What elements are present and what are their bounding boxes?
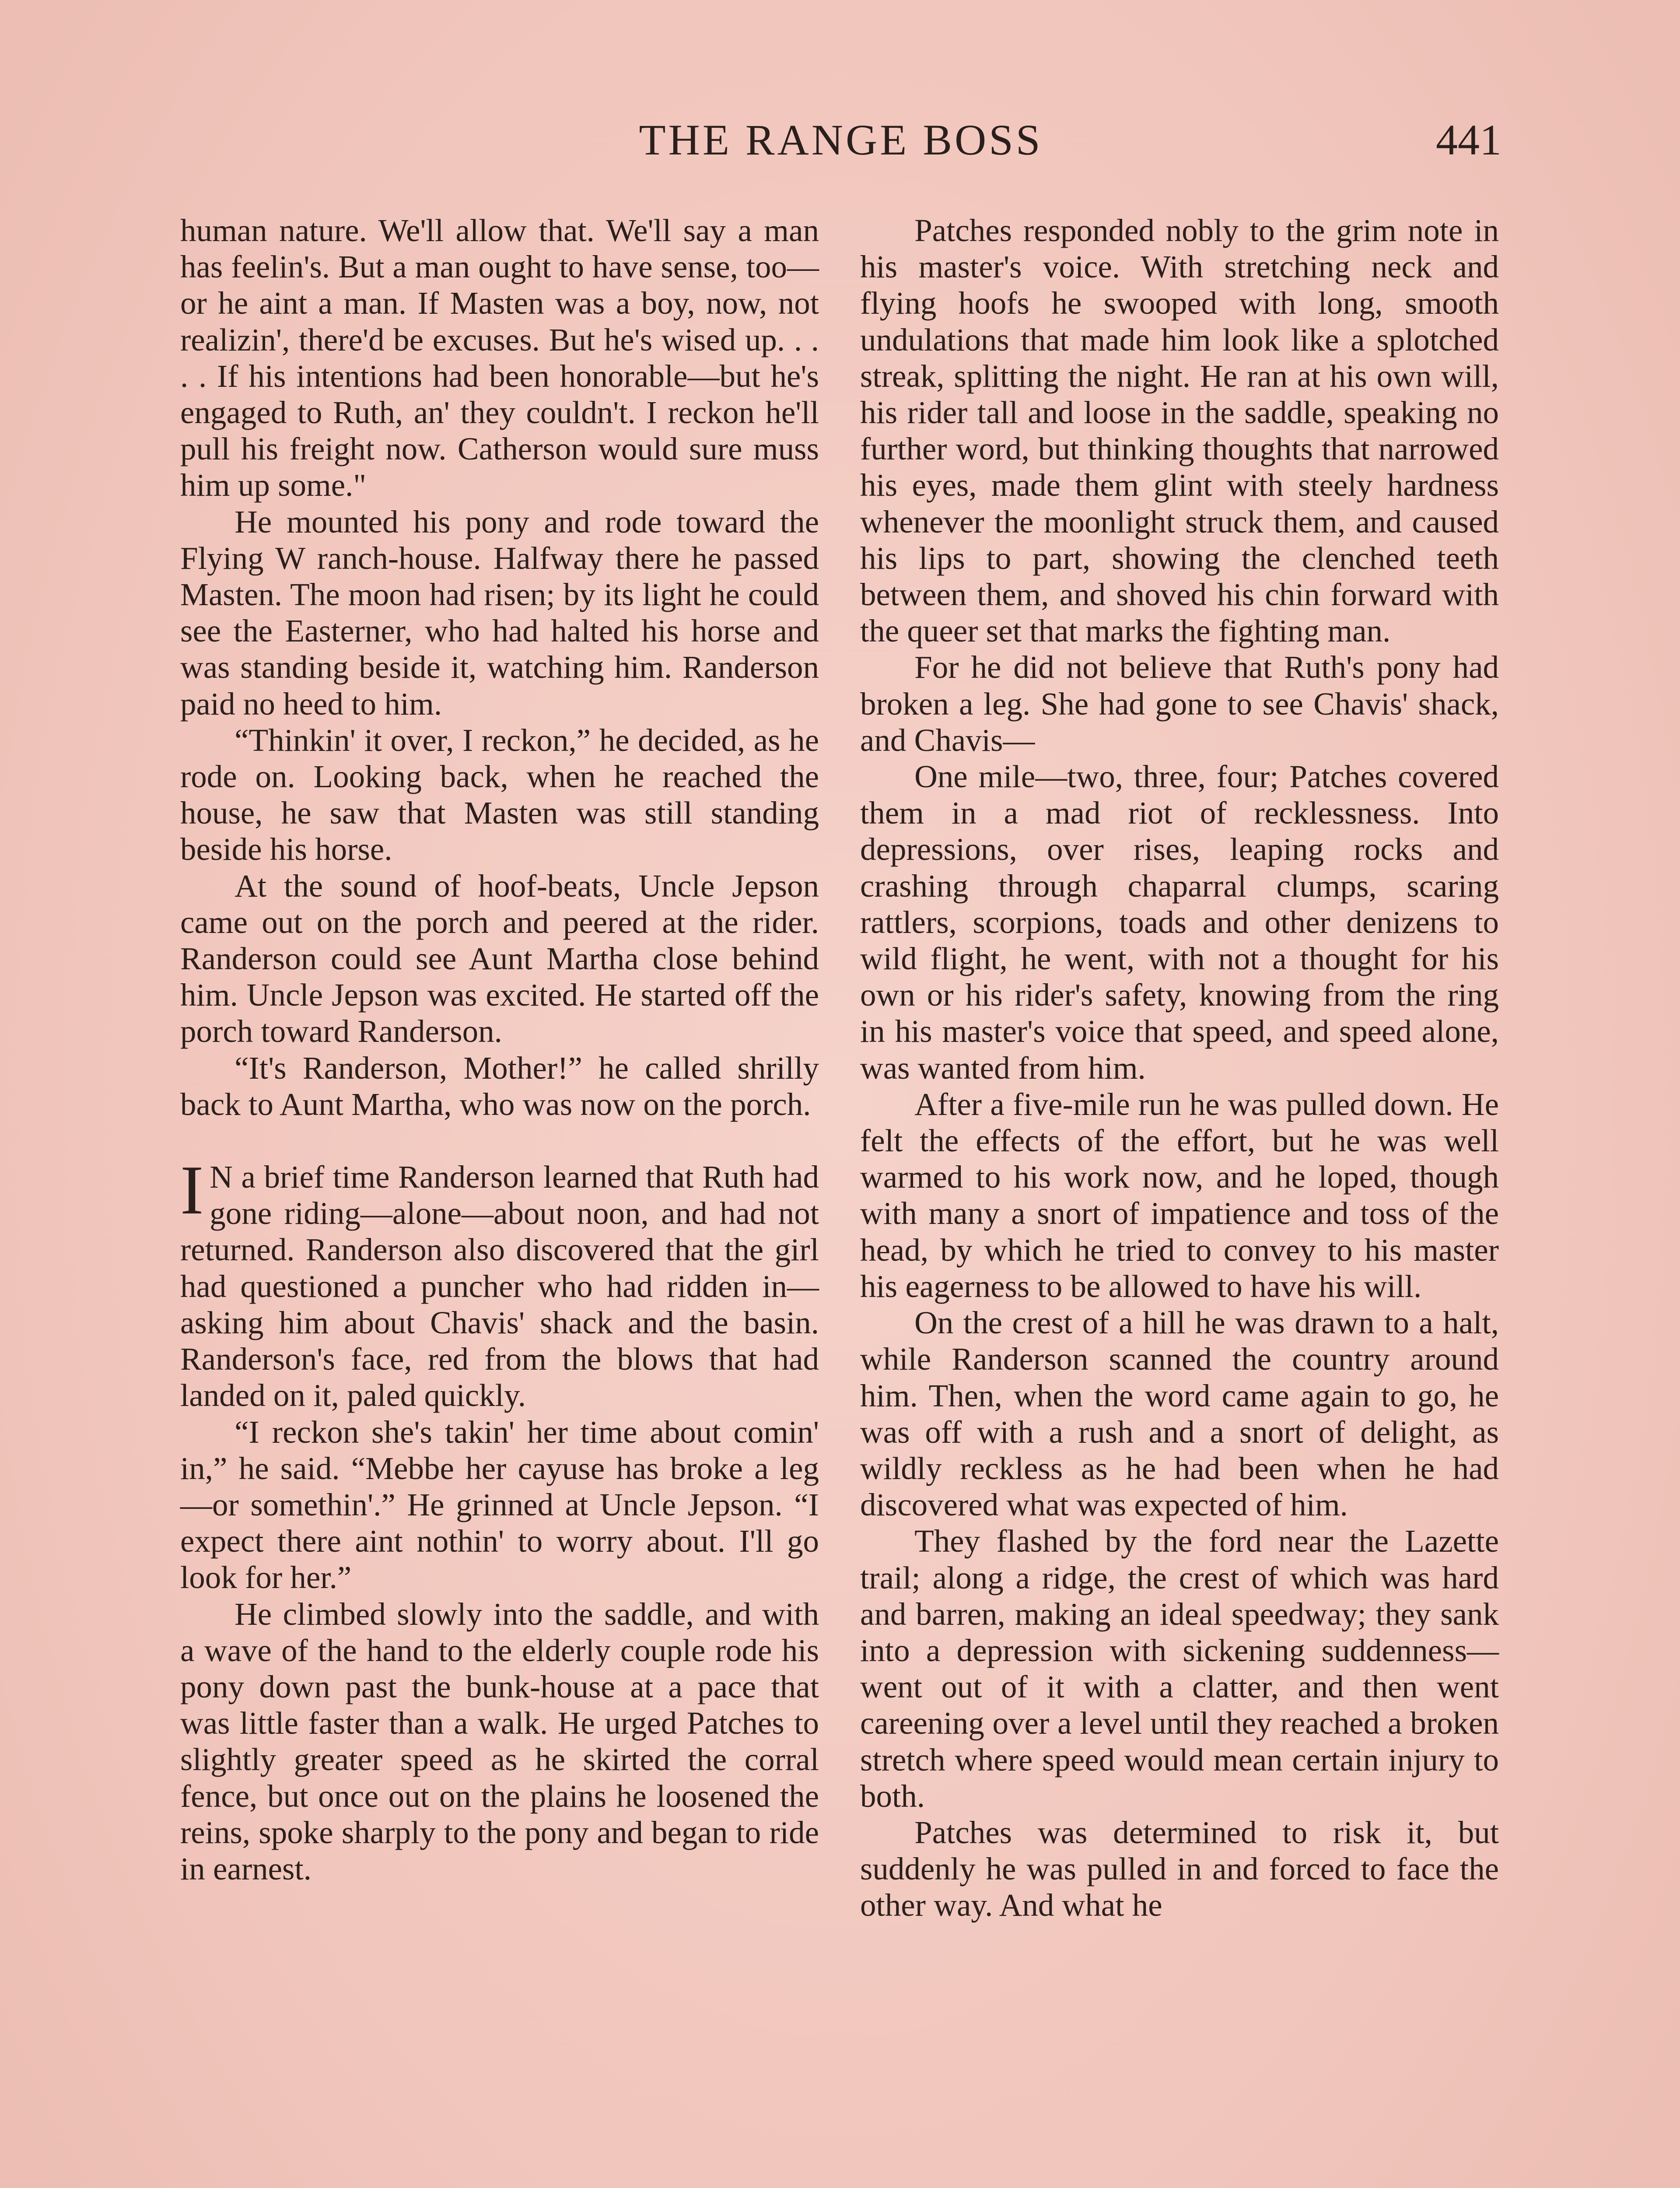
paragraph-text: N a brief time Randerson learned that Ruth had gone riding—alone—about noon, and had not returned. Randerson also discovered that the girl had questioned a puncher who had ridden in—asking him about Chavis' shack and the basin. Randerson's face, red from the blows that had landed on it, paled quickly. [180, 1159, 819, 1413]
paragraph: They flashed by the ford near the Lazette trail; along a ridge, the crest of which was hard and barren, making an ideal speedway; they sank into a depression with sickening suddenness—went out of it with a clatter, and then went careening over a level until they reached a broken stretch where speed would mean certain injury to both. [860, 1523, 1499, 1814]
paragraph: He mounted his pony and rode toward the Flying W ranch-house. Halfway there he passed Masten. The moon had risen; by its light he could see the Easterner, who had halted his horse and was standing beside it, watching him. Randerson paid no heed to him. [180, 504, 819, 722]
drop-cap: I [180, 1151, 204, 1229]
page-number: 441 [1436, 116, 1502, 164]
running-header [180, 115, 1502, 176]
paragraph: He climbed slowly into the saddle, and with a wave of the hand to the elderly couple rode his pony down past the bunk-house at a pace that was little faster than a walk. He urged Patches to slightly greater speed as he skirted the corral fence, but once out on the plains he loosened the reins, spoke sharply to the pony and began to ride in earnest. [180, 1596, 819, 1886]
paragraph: On the crest of a hill he was drawn to a halt, while Randerson scanned the country around him. Then, when the word came again to go, he was off with a rush and a snort of delight, as wildly reckless as he had been when he had discovered what was expected of him. [860, 1305, 1499, 1523]
paragraph: At the sound of hoof-beats, Uncle Jepson came out on the porch and peered at the rider. Randerson could see Aunt Martha close behind him. Uncle Jepson was excited. He started off the porch toward Randerson. [180, 868, 819, 1049]
right-column [860, 212, 1499, 1924]
paragraph: human nature. We'll allow that. We'll say a man has feelin's. But a man ought to have sense, too—or he aint a man. If Masten was a boy, now, not realizin', there'd be excuses. But he's wised up. . . . . If his intentions had been honorable—but he's engaged to Ruth, an' they couldn't. I reckon he'll pull his freight now. Catherson would sure muss him up some." [180, 213, 819, 503]
paragraph: “It's Randerson, Mother!” he called shrilly back to Aunt Martha, who was now on the porch. [180, 1050, 819, 1122]
paragraph: For he did not believe that Ruth's pony had broken a leg. She had gone to see Chavis' shack, and Chavis— [860, 649, 1499, 758]
paragraph: “I reckon she's takin' her time about comin' in,” he said. “Mebbe her cayuse has broke a leg—or somethin'.” He grinned at Uncle Jepson. “I expect there aint nothin' to worry about. I'll go look for her.” [180, 1414, 819, 1595]
section-opening-paragraph [180, 1151, 819, 1413]
paragraph: Patches was determined to risk it, but suddenly he was pulled in and forced to face the other way. And what he [860, 1814, 1499, 1923]
running-title: THE RANGE BOSS [639, 116, 1043, 164]
paragraph: One mile—two, three, four; Patches covered them in a mad riot of recklessness. Into depressions, over rises, leaping rocks and crashing through chaparral clumps, scaring rattlers, scorpions, toads and other denizens to wild flight, he went, with not a thought for his own or his rider's safety, knowing from the ring in his master's voice that speed, and speed alone, was wanted from him. [860, 759, 1499, 1086]
paragraph: “Thinkin' it over, I reckon,” he decided, as he rode on. Looking back, when he reached the house, he saw that Masten was still standing beside his horse. [180, 722, 819, 867]
paragraph: After a five-mile run he was pulled down. He felt the effects of the effort, but he was well warmed to his work now, and he loped, though with many a snort of impatience and toss of the head, by which he tried to convey to his master his eagerness to be allowed to have his will. [860, 1086, 1499, 1304]
paragraph: Patches responded nobly to the grim note in his master's voice. With stretching neck and flying hoofs he swooped with long, smooth undulations that made him look like a splotched streak, splitting the night. He ran at his own will, his rider tall and loose in the saddle, speaking no further word, but thinking thoughts that narrowed his eyes, made them glint with steely hardness whenever the moonlight struck them, and caused his lips to part, showing the clenched teeth between them, and shoved his chin forward with the queer set that marks the fighting man. [860, 213, 1499, 649]
left-column [180, 212, 819, 1887]
